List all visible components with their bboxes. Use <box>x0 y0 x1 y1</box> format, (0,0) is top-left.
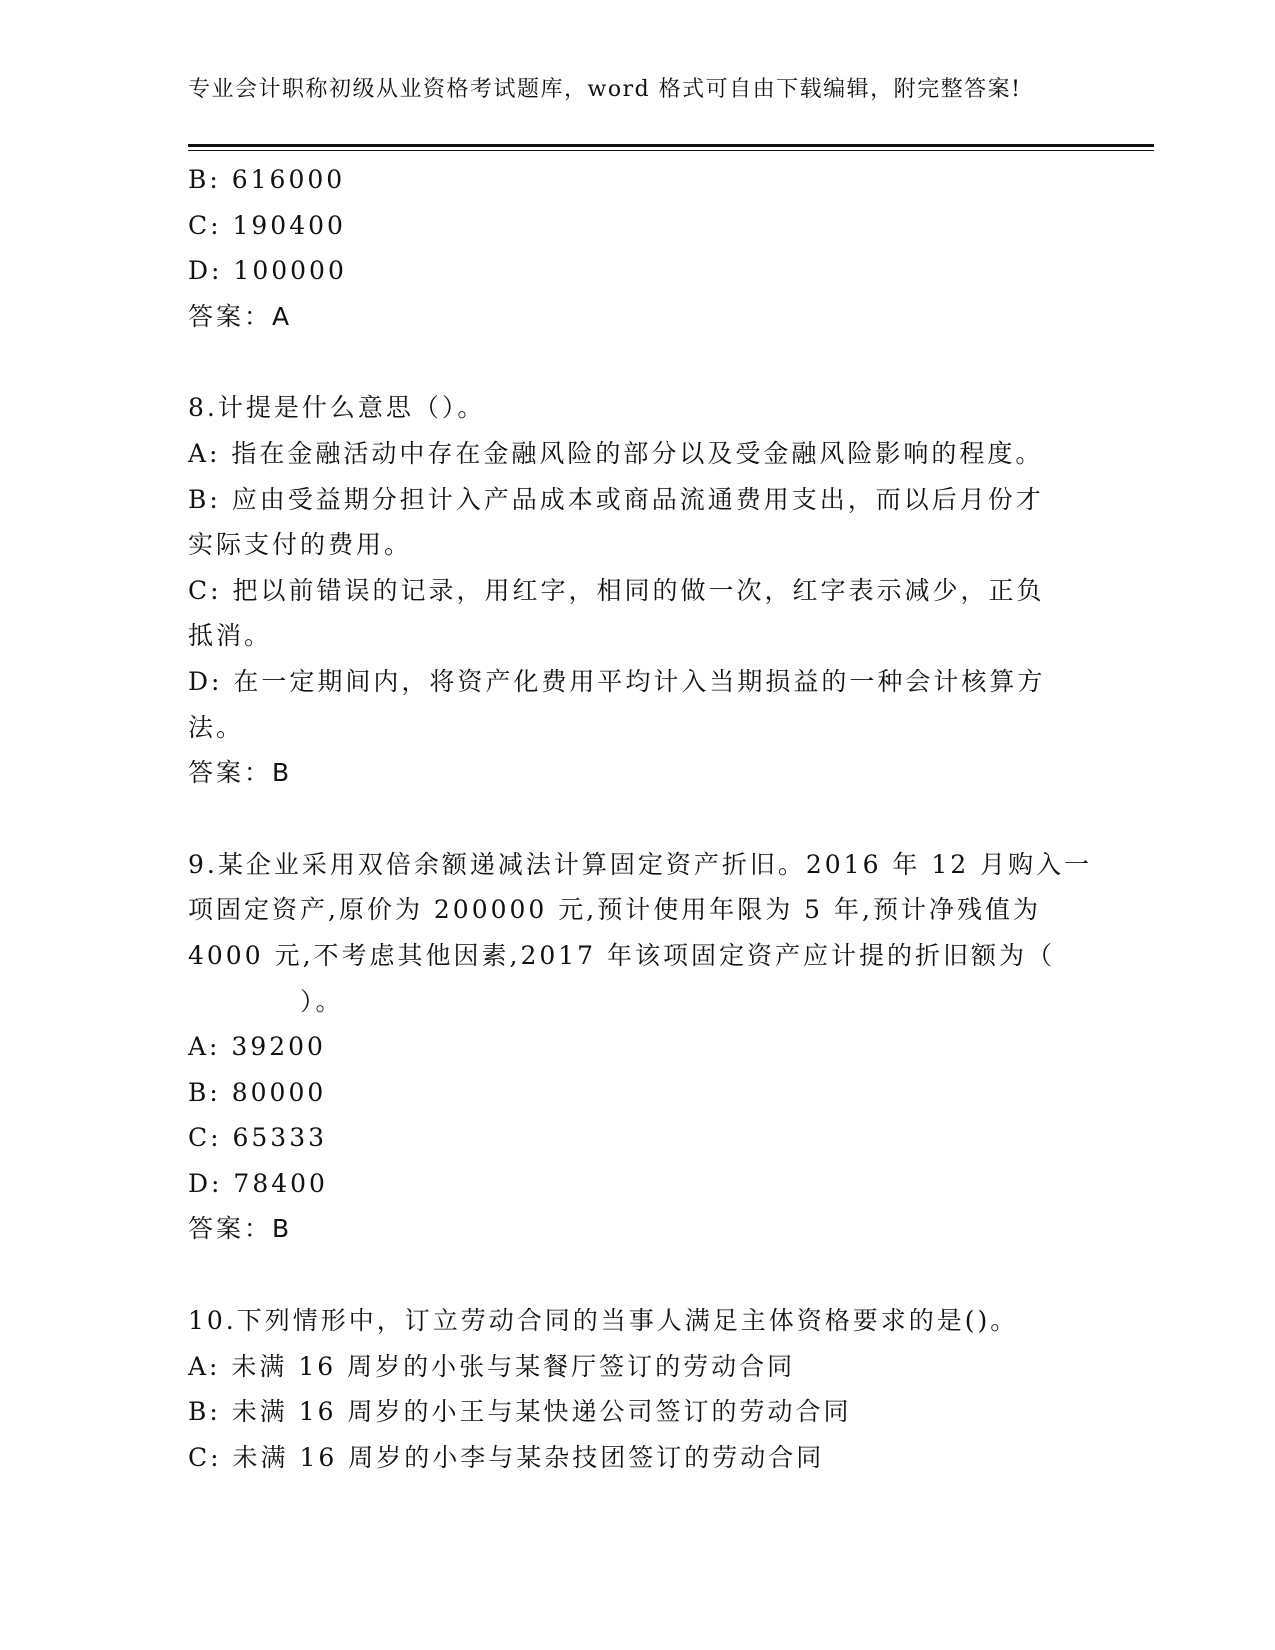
prev-option-d: D: 100000 <box>188 256 347 286</box>
q9-answer: 答案：B <box>188 1214 293 1244</box>
q8-answer: 答案：B <box>188 758 293 788</box>
q9-option-c: C: 65333 <box>188 1123 328 1153</box>
page-header: 专业会计职称初级从业资格考试题库，word 格式可自由下载编辑，附完整答案! <box>188 77 1022 102</box>
q10-option-b: B: 未满 16 周岁的小王与某快递公司签订的劳动合同 <box>188 1397 852 1427</box>
q8-stem: 8.计提是什么意思（）。 <box>188 393 486 423</box>
q9-option-b: B: 80000 <box>188 1077 327 1107</box>
prev-option-b: B: 616000 <box>188 165 346 194</box>
spacer <box>188 796 1088 842</box>
q8-option-b-line2: 实际支付的费用。 <box>188 530 413 560</box>
q9-option-d: D: 78400 <box>188 1168 328 1198</box>
q8-option-b-line1: B: 应由受益期分担计入产品成本或商品流通费用支出，而以后月份才 <box>188 484 1044 514</box>
q8-option-d-line1: D: 在一定期间内，将资产化费用平均计入当期损益的一种会计核算方 <box>188 666 1046 696</box>
q9-option-a: A: 39200 <box>188 1032 326 1062</box>
q10-option-c: C: 未满 16 周岁的小李与某杂技团签订的劳动合同 <box>188 1442 825 1472</box>
q8-option-a: A: 指在金融活动中存在金融风险的部分以及受金融风险影响的程度。 <box>188 438 1044 468</box>
header-rule-thin <box>188 150 1154 151</box>
prev-option-c: C: 190400 <box>188 210 346 240</box>
q9-stem-line3: 4000 元,不考虑其他因素,2017 年该项固定资产应计提的折旧额为（ <box>188 940 1056 970</box>
q9-stem-line1: 9.某企业采用双倍余额递减法计算固定资产折旧。2016 年 12 月购入一 <box>188 849 1093 879</box>
header-rule-thick <box>188 144 1154 147</box>
q8-option-d-line2: 法。 <box>188 712 245 742</box>
q9-stem-line2: 项固定资产,原价为 200000 元,预计使用年限为 5 年,预计净残值为 <box>188 895 1041 925</box>
spacer <box>188 339 1088 385</box>
exam-content <box>188 157 1093 1480</box>
q10-option-a: A: 未满 16 周岁的小张与某餐厅签订的劳动合同 <box>188 1351 796 1381</box>
spacer <box>188 1252 1088 1298</box>
q8-option-c-line1: C: 把以前错误的记录，用红字，相同的做一次，红字表示减少，正负 <box>188 575 1045 605</box>
q10-stem: 10.下列情形中，订立劳动合同的当事人满足主体资格要求的是()。 <box>188 1306 1019 1336</box>
q8-option-c-line2: 抵消。 <box>188 621 273 651</box>
prev-answer: 答案：A <box>188 301 293 331</box>
q9-stem-line4: ）。 <box>300 986 344 1016</box>
